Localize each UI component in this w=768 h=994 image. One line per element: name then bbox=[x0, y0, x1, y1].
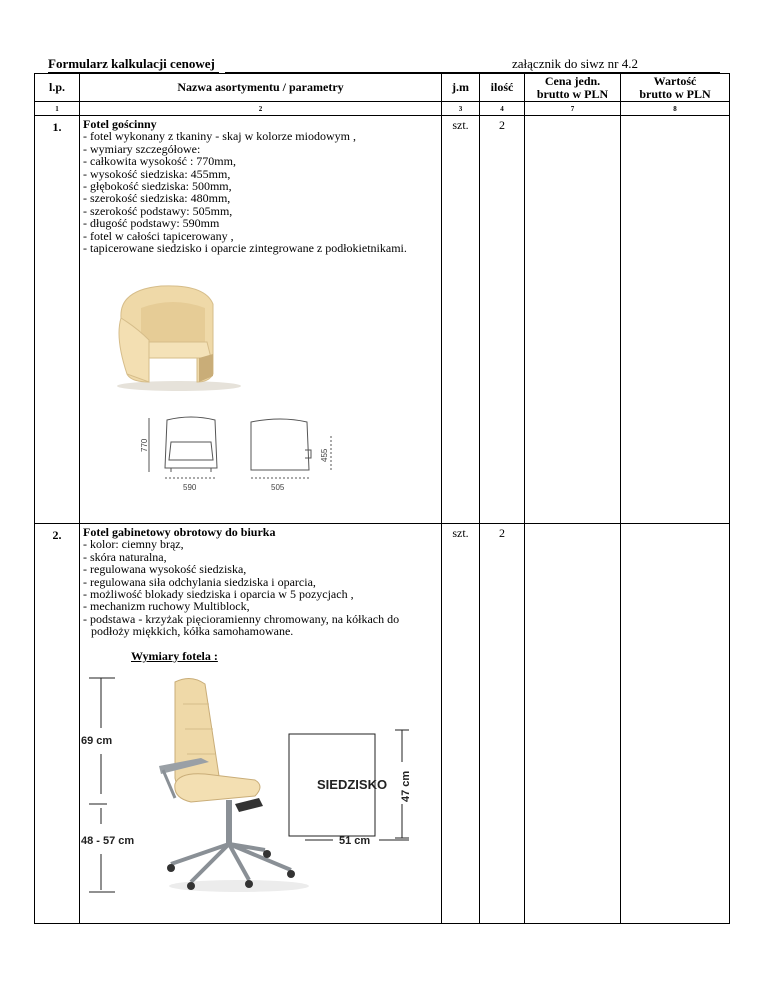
guest-armchair-dimension-drawing bbox=[141, 412, 341, 494]
item-lp: 1. bbox=[35, 116, 80, 524]
item-param: - podstawa - krzyżak pięcioramienny chromowany, na kółkach do podłoży miękkich, kółka samohamowane. bbox=[83, 611, 400, 639]
item-param: - fotel wykonany z tkaniny - skaj w kolorze miodowym , bbox=[83, 129, 356, 144]
item-param: - głębokość siedziska: 500mm, bbox=[83, 179, 232, 194]
col-header-total-line1: Wartość bbox=[653, 73, 697, 88]
col-header-lp: l.p. bbox=[35, 74, 80, 102]
dim-seat-width-label: 51 cm bbox=[339, 835, 371, 848]
col-header-total-line2: brutto w PLN bbox=[639, 86, 711, 101]
item-qty: 2 bbox=[480, 524, 525, 924]
form-title: Formularz kalkulacji cenowej bbox=[48, 56, 215, 71]
item-unit: szt. bbox=[442, 116, 480, 524]
item-param: - możliwość blokady siedziska i oparcia w 5 pozycjach , bbox=[83, 587, 354, 602]
price-calculation-table bbox=[34, 73, 730, 924]
unit-price-cell[interactable] bbox=[525, 116, 621, 524]
dim-seat-height-label: 455 bbox=[320, 449, 329, 463]
col-number: 8 bbox=[621, 102, 730, 116]
col-number: 1 bbox=[35, 102, 80, 116]
col-number: 7 bbox=[525, 102, 621, 116]
item-lp: 2. bbox=[35, 524, 80, 924]
col-number: 2 bbox=[80, 102, 442, 116]
col-number: 4 bbox=[480, 102, 525, 116]
col-header-name: Nazwa asortymentu / parametry bbox=[80, 74, 442, 102]
seat-label: SIEDZISKO bbox=[317, 777, 388, 793]
item-param: - wymiary szczegółowe: bbox=[83, 141, 201, 156]
dim-back-height-label: 69 cm bbox=[81, 735, 113, 748]
item-param: - tapicerowane siedzisko i oparcie zintegrowane z podłokietnikami. bbox=[83, 241, 407, 256]
item-param: - regulowana siła odchylania siedziska i oparcia, bbox=[83, 574, 316, 589]
office-chair-photo bbox=[159, 679, 309, 893]
item-description bbox=[80, 116, 442, 524]
item-param: - regulowana wysokość siedziska, bbox=[83, 562, 247, 577]
item-description bbox=[80, 524, 442, 924]
table-row bbox=[35, 524, 730, 924]
col-header-unit-price-line2: brutto w PLN bbox=[536, 86, 609, 101]
col-header-unit-price bbox=[525, 74, 621, 102]
col-header-qty: ilość bbox=[480, 74, 525, 102]
item-name: Fotel gabinetowy obrotowy do biurka bbox=[83, 525, 276, 539]
item-param: - kolor: ciemny brąz, bbox=[83, 537, 184, 552]
guest-armchair-photo bbox=[101, 278, 251, 398]
dim-side-width-label: 505 bbox=[271, 483, 285, 493]
item-param: - długość podstawy: 590mm bbox=[83, 216, 220, 231]
col-header-unit-price-line1: Cena jedn. bbox=[544, 73, 601, 88]
annex-label: załącznik do siwz nr 4.2 bbox=[512, 56, 638, 71]
unit-price-cell[interactable] bbox=[525, 524, 621, 924]
dim-front-width-label: 590 bbox=[183, 483, 197, 493]
item-name: Fotel gościnny bbox=[83, 117, 157, 131]
item-param: - całkowita wysokość : 770mm, bbox=[83, 154, 236, 169]
office-chair-dimension-drawing bbox=[79, 674, 441, 906]
item-param: - szerokość siedziska: 480mm, bbox=[83, 191, 231, 206]
dim-seat-depth-label: 47 cm bbox=[400, 770, 412, 803]
total-value-cell[interactable] bbox=[621, 524, 730, 924]
total-value-cell[interactable] bbox=[621, 116, 730, 524]
col-number: 3 bbox=[442, 102, 480, 116]
dim-seat-height-label: 48 - 57 cm bbox=[81, 835, 135, 848]
item-param: - mechanizm ruchowy Multiblock, bbox=[83, 599, 250, 614]
col-header-total bbox=[621, 74, 730, 102]
item-param: - fotel w całości tapicerowany , bbox=[83, 228, 234, 243]
item-param: - skóra naturalna, bbox=[83, 549, 167, 564]
table-header-row bbox=[35, 74, 730, 102]
item-unit: szt. bbox=[442, 524, 480, 924]
table-row bbox=[35, 116, 730, 524]
item-qty: 2 bbox=[480, 116, 525, 524]
item-param: - wysokość siedziska: 455mm, bbox=[83, 166, 231, 181]
dim-height-label: 770 bbox=[140, 439, 149, 453]
item-param: - szerokość podstawy: 505mm, bbox=[83, 203, 233, 218]
col-header-unit: j.m bbox=[442, 74, 480, 102]
column-number-row bbox=[35, 102, 730, 116]
dimensions-title: Wymiary fotela : bbox=[131, 648, 218, 663]
